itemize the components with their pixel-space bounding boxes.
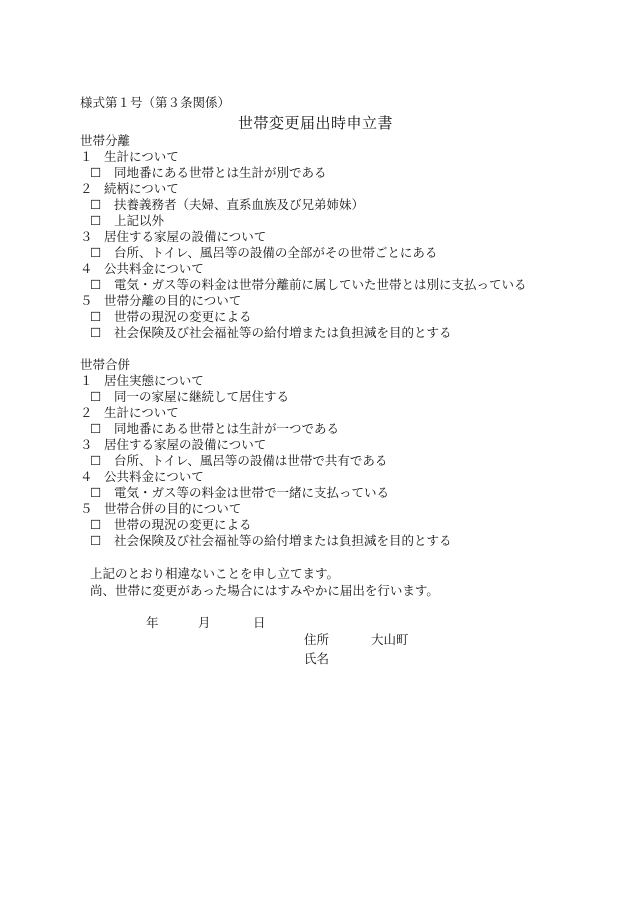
- separation-section: [80, 133, 527, 341]
- option-label: 扶養義務者（夫婦、直系血族及び兄弟姉妹）: [114, 197, 365, 212]
- section-heading: 世帯分離: [80, 133, 131, 148]
- address-label: 住所: [304, 632, 330, 647]
- item-number: ３: [80, 229, 93, 244]
- checkbox-icon[interactable]: ☐: [90, 277, 102, 292]
- merger-section: [80, 357, 452, 549]
- checkbox-icon[interactable]: ☐: [90, 453, 102, 468]
- checkbox-icon[interactable]: ☐: [90, 389, 102, 404]
- item-heading: [80, 181, 527, 197]
- checkbox-icon[interactable]: ☐: [90, 197, 102, 212]
- form-number: 様式第１号（第３条関係）: [80, 95, 231, 110]
- checkbox-icon[interactable]: ☐: [90, 309, 102, 324]
- item-label: 世帯分離の目的について: [104, 293, 242, 308]
- name-label: 氏名: [304, 651, 330, 666]
- checkbox-icon[interactable]: ☐: [90, 485, 102, 500]
- checkbox-icon[interactable]: ☐: [90, 245, 102, 260]
- option-label: 社会保険及び社会福祉等の給付増または負担減を目的とする: [114, 533, 452, 548]
- option-label: 電気・ガス等の料金は世帯分離前に属していた世帯とは別に支払っている: [114, 277, 527, 292]
- checkbox-icon[interactable]: ☐: [90, 325, 102, 340]
- item-number: １: [80, 373, 93, 388]
- item-heading: [80, 373, 452, 389]
- item-number: ２: [80, 181, 93, 196]
- item-label: 生計について: [104, 405, 179, 420]
- item-heading: [80, 229, 527, 245]
- checkbox-option[interactable]: [80, 389, 452, 405]
- checkbox-option[interactable]: [80, 533, 452, 549]
- item-number: ５: [80, 293, 93, 308]
- checkbox-option[interactable]: [80, 197, 527, 213]
- declaration-line: 尚、世帯に変更があった場合にはすみやかに届出を行います。: [90, 583, 439, 598]
- item-heading: [80, 293, 527, 309]
- item-label: 公共料金について: [104, 261, 204, 276]
- option-label: 台所、トイレ、風呂等の設備は世帯で共有である: [114, 453, 388, 468]
- separation-items: [80, 149, 527, 341]
- item-number: ５: [80, 501, 93, 516]
- item-number: ２: [80, 405, 93, 420]
- option-label: 世帯の現況の変更による: [114, 517, 252, 532]
- item-label: 生計について: [104, 149, 179, 164]
- item-heading: [80, 261, 527, 277]
- option-label: 同地番にある世帯とは生計が一つである: [114, 421, 340, 436]
- checkbox-option[interactable]: [80, 453, 452, 469]
- option-label: 台所、トイレ、風呂等の設備の全部がその世帯ごとにある: [114, 245, 438, 260]
- name-field[interactable]: [0, 651, 630, 667]
- option-label: 社会保険及び社会福祉等の給付増または負担減を目的とする: [114, 325, 452, 340]
- month-label: 月: [198, 615, 211, 630]
- option-label: 同地番にある世帯とは生計が別である: [114, 165, 327, 180]
- checkbox-option[interactable]: [80, 213, 527, 229]
- checkbox-icon[interactable]: ☐: [90, 421, 102, 436]
- merger-items: [80, 373, 452, 549]
- checkbox-option[interactable]: [80, 277, 527, 293]
- item-label: 公共料金について: [104, 469, 204, 484]
- checkbox-icon[interactable]: ☐: [90, 213, 102, 228]
- item-heading: [80, 149, 527, 165]
- date-field[interactable]: [0, 615, 630, 631]
- item-number: ４: [80, 261, 93, 276]
- declaration-line: 上記のとおり相違ないことを申し立てます。: [90, 566, 340, 581]
- item-number: ４: [80, 469, 93, 484]
- option-label: 電気・ガス等の料金は世帯で一緒に支払っている: [114, 485, 390, 500]
- item-number: １: [80, 149, 93, 164]
- item-label: 居住実態について: [104, 373, 204, 388]
- section-heading: 世帯合併: [80, 357, 131, 372]
- item-heading: [80, 405, 452, 421]
- checkbox-option[interactable]: [80, 309, 527, 325]
- address-field[interactable]: [0, 632, 630, 648]
- item-label: 居住する家屋の設備について: [104, 229, 267, 244]
- item-heading: [80, 501, 452, 517]
- checkbox-option[interactable]: [80, 325, 527, 341]
- item-label: 世帯合併の目的について: [104, 501, 242, 516]
- checkbox-option[interactable]: [80, 165, 527, 181]
- address-value: 大山町: [371, 632, 409, 647]
- document-title: 世帯変更届出時申立書: [238, 114, 394, 132]
- item-heading: [80, 437, 452, 453]
- checkbox-icon[interactable]: ☐: [90, 533, 102, 548]
- checkbox-option[interactable]: [80, 245, 527, 261]
- option-label: 世帯の現況の変更による: [114, 309, 252, 324]
- checkbox-option[interactable]: [80, 485, 452, 501]
- year-label: 年: [146, 615, 159, 630]
- checkbox-option[interactable]: [80, 421, 452, 437]
- checkbox-icon[interactable]: ☐: [90, 517, 102, 532]
- item-label: 続柄について: [104, 181, 179, 196]
- declaration: [90, 565, 439, 599]
- item-label: 居住する家屋の設備について: [104, 437, 267, 452]
- checkbox-option[interactable]: [80, 517, 452, 533]
- item-heading: [80, 469, 452, 485]
- option-label: 同一の家屋に継続して居住する: [114, 389, 290, 404]
- checkbox-icon[interactable]: ☐: [90, 165, 102, 180]
- day-label: 日: [253, 615, 266, 630]
- option-label: 上記以外: [114, 213, 165, 228]
- item-number: ３: [80, 437, 93, 452]
